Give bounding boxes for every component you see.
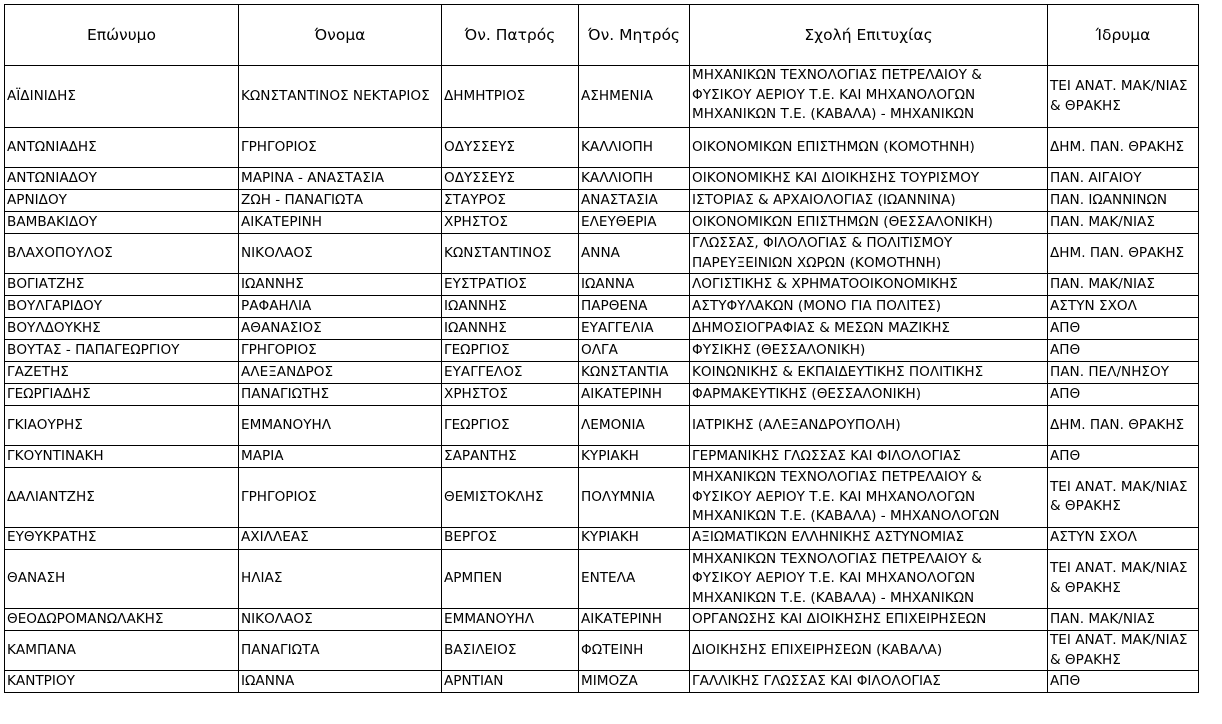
cell-father-name: ΟΔΥΣΣΕΥΣ bbox=[442, 128, 579, 168]
cell-first-name: ΝΙΚΟΛΑΟΣ bbox=[239, 609, 442, 631]
cell-father-name: ΕΜΜΑΝΟΥΗΛ bbox=[442, 609, 579, 631]
cell-school: ΟΡΓΑΝΩΣΗΣ ΚΑΙ ΔΙΟΙΚΗΣΗΣ ΕΠΙΧΕΙΡΗΣΕΩΝ bbox=[690, 609, 1048, 631]
cell-school: ΑΣΤΥΦΥΛΑΚΩΝ (ΜΟΝΟ ΓΙΑ ΠΟΛΙΤΕΣ) bbox=[690, 296, 1048, 318]
cell-mother-name: ΚΥΡΙΑΚΗ bbox=[579, 527, 690, 549]
cell-institution: ΑΠΘ bbox=[1048, 340, 1199, 362]
cell-father-name: ΙΩΑΝΝΗΣ bbox=[442, 296, 579, 318]
cell-surname: ΑΪΔΙΝΙΔΗΣ bbox=[5, 66, 239, 128]
cell-mother-name: ΕΛΕΥΘΕΡΙΑ bbox=[579, 212, 690, 234]
table-row bbox=[5, 609, 1199, 631]
cell-mother-name: ΚΑΛΛΙΟΠΗ bbox=[579, 128, 690, 168]
table-row bbox=[5, 468, 1199, 528]
cell-father-name: ΓΕΩΡΓΙΟΣ bbox=[442, 406, 579, 446]
table-row bbox=[5, 274, 1199, 296]
cell-mother-name: ΚΩΝΣΤΑΝΤΙΑ bbox=[579, 362, 690, 384]
cell-father-name: ΧΡΗΣΤΟΣ bbox=[442, 384, 579, 406]
cell-school: ΜΗΧΑΝΙΚΩΝ ΤΕΧΝΟΛΟΓΙΑΣ ΠΕΤΡΕΛΑΙΟΥ & ΦΥΣΙΚΟΥ ΑΕΡΙΟΥ Τ.Ε. ΚΑΙ ΜΗΧΑΝΟΛΟΓΩΝ ΜΗΧΑΝΙΚΩΝ Τ.Ε. (ΚΑΒΑΛΑ) - ΜΗΧΑΝΟΛΟΓΩΝ bbox=[690, 468, 1048, 528]
cell-mother-name: ΕΝΤΕΛΑ bbox=[579, 549, 690, 609]
cell-surname: ΒΟΥΤΑΣ - ΠΑΠΑΓΕΩΡΓΙΟΥ bbox=[5, 340, 239, 362]
cell-school: ΜΗΧΑΝΙΚΩΝ ΤΕΧΝΟΛΟΓΙΑΣ ΠΕΤΡΕΛΑΙΟΥ & ΦΥΣΙΚΟΥ ΑΕΡΙΟΥ Τ.Ε. ΚΑΙ ΜΗΧΑΝΟΛΟΓΩΝ ΜΗΧΑΝΙΚΩΝ Τ.Ε. (ΚΑΒΑΛΑ) - ΜΗΧΑΝΙΚΩΝ bbox=[690, 549, 1048, 609]
table-row bbox=[5, 340, 1199, 362]
cell-mother-name: ΙΩΑΝΝΑ bbox=[579, 274, 690, 296]
cell-surname: ΒΟΥΛΓΑΡΙΔΟΥ bbox=[5, 296, 239, 318]
cell-father-name: ΔΗΜΗΤΡΙΟΣ bbox=[442, 66, 579, 128]
cell-institution: ΠΑΝ. ΜΑΚ/ΝΙΑΣ bbox=[1048, 609, 1199, 631]
cell-school: ΓΑΛΛΙΚΗΣ ΓΛΩΣΣΑΣ ΚΑΙ ΦΙΛΟΛΟΓΙΑΣ bbox=[690, 671, 1048, 693]
table-row bbox=[5, 318, 1199, 340]
cell-father-name: ΕΥΑΓΓΕΛΟΣ bbox=[442, 362, 579, 384]
cell-institution: ΑΠΘ bbox=[1048, 384, 1199, 406]
cell-school: ΔΙΟΙΚΗΣΗΣ ΕΠΙΧΕΙΡΗΣΕΩΝ (ΚΑΒΑΛΑ) bbox=[690, 631, 1048, 671]
cell-first-name: ΑΛΕΞΑΝΔΡΟΣ bbox=[239, 362, 442, 384]
cell-institution: ΑΠΘ bbox=[1048, 671, 1199, 693]
cell-father-name: ΓΕΩΡΓΙΟΣ bbox=[442, 340, 579, 362]
cell-surname: ΕΥΘΥΚΡΑΤΗΣ bbox=[5, 527, 239, 549]
cell-father-name: ΑΡΜΠΕΝ bbox=[442, 549, 579, 609]
cell-institution: ΠΑΝ. ΠΕΛ/ΝΗΣΟΥ bbox=[1048, 362, 1199, 384]
cell-surname: ΑΝΤΩΝΙΑΔΟΥ bbox=[5, 168, 239, 190]
table-row bbox=[5, 384, 1199, 406]
cell-school: ΑΞΙΩΜΑΤΙΚΩΝ ΕΛΛΗΝΙΚΗΣ ΑΣΤΥΝΟΜΙΑΣ bbox=[690, 527, 1048, 549]
cell-institution: ΑΠΘ bbox=[1048, 318, 1199, 340]
cell-first-name: ΙΩΑΝΝΑ bbox=[239, 671, 442, 693]
cell-mother-name: ΟΛΓΑ bbox=[579, 340, 690, 362]
table-row bbox=[5, 128, 1199, 168]
cell-father-name: ΑΡΝΤΙΑΝ bbox=[442, 671, 579, 693]
header-school: Σχολή Επιτυχίας bbox=[690, 5, 1048, 66]
cell-mother-name: ΚΑΛΛΙΟΠΗ bbox=[579, 168, 690, 190]
cell-father-name: ΕΥΣΤΡΑΤΙΟΣ bbox=[442, 274, 579, 296]
cell-mother-name: ΕΥΑΓΓΕΛΙΑ bbox=[579, 318, 690, 340]
cell-institution: ΠΑΝ. ΜΑΚ/ΝΙΑΣ bbox=[1048, 212, 1199, 234]
cell-first-name: ΓΡΗΓΟΡΙΟΣ bbox=[239, 340, 442, 362]
table-row bbox=[5, 212, 1199, 234]
cell-father-name: ΘΕΜΙΣΤΟΚΛΗΣ bbox=[442, 468, 579, 528]
cell-institution: ΠΑΝ. ΑΙΓΑΙΟΥ bbox=[1048, 168, 1199, 190]
cell-institution: ΔΗΜ. ΠΑΝ. ΘΡΑΚΗΣ bbox=[1048, 406, 1199, 446]
cell-school: ΓΛΩΣΣΑΣ, ΦΙΛΟΛΟΓΙΑΣ & ΠΟΛΙΤΙΣΜΟΥ ΠΑΡΕΥΞΕΙΝΙΩΝ ΧΩΡΩΝ (ΚΟΜΟΤΗΝΗ) bbox=[690, 234, 1048, 274]
cell-mother-name: ΜΙΜΟΖΑ bbox=[579, 671, 690, 693]
cell-school: ΛΟΓΙΣΤΙΚΗΣ & ΧΡΗΜΑΤΟΟΙΚΟΝΟΜΙΚΗΣ bbox=[690, 274, 1048, 296]
cell-father-name: ΙΩΑΝΝΗΣ bbox=[442, 318, 579, 340]
cell-school: ΜΗΧΑΝΙΚΩΝ ΤΕΧΝΟΛΟΓΙΑΣ ΠΕΤΡΕΛΑΙΟΥ & ΦΥΣΙΚΟΥ ΑΕΡΙΟΥ Τ.Ε. ΚΑΙ ΜΗΧΑΝΟΛΟΓΩΝ ΜΗΧΑΝΙΚΩΝ Τ.Ε. (ΚΑΒΑΛΑ) - ΜΗΧΑΝΙΚΩΝ bbox=[690, 66, 1048, 128]
cell-institution: ΠΑΝ. ΙΩΑΝΝΙΝΩΝ bbox=[1048, 190, 1199, 212]
cell-institution: ΤΕΙ ΑΝΑΤ. ΜΑΚ/ΝΙΑΣ & ΘΡΑΚΗΣ bbox=[1048, 631, 1199, 671]
cell-mother-name: ΛΕΜΟΝΙΑ bbox=[579, 406, 690, 446]
cell-school: ΔΗΜΟΣΙΟΓΡΑΦΙΑΣ & ΜΕΣΩΝ ΜΑΖΙΚΗΣ bbox=[690, 318, 1048, 340]
cell-first-name: ΚΩΝΣΤΑΝΤΙΝΟΣ ΝΕΚΤΑΡΙΟΣ bbox=[239, 66, 442, 128]
cell-surname: ΔΑΛΙΑΝΤΖΗΣ bbox=[5, 468, 239, 528]
table-row bbox=[5, 234, 1199, 274]
cell-first-name: ΜΑΡΙΝΑ - ΑΝΑΣΤΑΣΙΑ bbox=[239, 168, 442, 190]
table-row bbox=[5, 406, 1199, 446]
table-row bbox=[5, 190, 1199, 212]
cell-surname: ΚΑΜΠΑΝΑ bbox=[5, 631, 239, 671]
cell-father-name: ΟΔΥΣΣΕΥΣ bbox=[442, 168, 579, 190]
header-institution: Ίδρυμα bbox=[1048, 5, 1199, 66]
cell-surname: ΒΑΜΒΑΚΙΔΟΥ bbox=[5, 212, 239, 234]
cell-institution: ΑΣΤΥΝ ΣΧΟΛ bbox=[1048, 296, 1199, 318]
header-surname: Επώνυμο bbox=[5, 5, 239, 66]
cell-surname: ΒΟΥΛΔΟΥΚΗΣ bbox=[5, 318, 239, 340]
cell-father-name: ΚΩΝΣΤΑΝΤΙΝΟΣ bbox=[442, 234, 579, 274]
cell-first-name: ΜΑΡΙΑ bbox=[239, 446, 442, 468]
table-row bbox=[5, 631, 1199, 671]
cell-institution: ΔΗΜ. ΠΑΝ. ΘΡΑΚΗΣ bbox=[1048, 234, 1199, 274]
cell-institution: ΑΣΤΥΝ ΣΧΟΛ bbox=[1048, 527, 1199, 549]
cell-surname: ΓΑΖΕΤΗΣ bbox=[5, 362, 239, 384]
cell-first-name: ΖΩΗ - ΠΑΝΑΓΙΩΤΑ bbox=[239, 190, 442, 212]
cell-mother-name: ΑΝΑΣΤΑΣΙΑ bbox=[579, 190, 690, 212]
cell-institution: ΤΕΙ ΑΝΑΤ. ΜΑΚ/ΝΙΑΣ & ΘΡΑΚΗΣ bbox=[1048, 549, 1199, 609]
cell-first-name: ΠΑΝΑΓΙΩΤΑ bbox=[239, 631, 442, 671]
cell-first-name: ΙΩΑΝΝΗΣ bbox=[239, 274, 442, 296]
table-row bbox=[5, 168, 1199, 190]
cell-surname: ΒΛΑΧΟΠΟΥΛΟΣ bbox=[5, 234, 239, 274]
cell-institution: ΤΕΙ ΑΝΑΤ. ΜΑΚ/ΝΙΑΣ & ΘΡΑΚΗΣ bbox=[1048, 66, 1199, 128]
cell-first-name: ΑΘΑΝΑΣΙΟΣ bbox=[239, 318, 442, 340]
cell-mother-name: ΑΙΚΑΤΕΡΙΝΗ bbox=[579, 609, 690, 631]
cell-mother-name: ΑΣΗΜΕΝΙΑ bbox=[579, 66, 690, 128]
cell-school: ΦΑΡΜΑΚΕΥΤΙΚΗΣ (ΘΕΣΣΑΛΟΝΙΚΗ) bbox=[690, 384, 1048, 406]
results-table bbox=[4, 4, 1199, 693]
cell-surname: ΘΑΝΑΣΗ bbox=[5, 549, 239, 609]
cell-surname: ΒΟΓΙΑΤΖΗΣ bbox=[5, 274, 239, 296]
cell-institution: ΑΠΘ bbox=[1048, 446, 1199, 468]
table-row bbox=[5, 66, 1199, 128]
cell-surname: ΑΝΤΩΝΙΑΔΗΣ bbox=[5, 128, 239, 168]
cell-school: ΓΕΡΜΑΝΙΚΗΣ ΓΛΩΣΣΑΣ ΚΑΙ ΦΙΛΟΛΟΓΙΑΣ bbox=[690, 446, 1048, 468]
cell-first-name: ΓΡΗΓΟΡΙΟΣ bbox=[239, 468, 442, 528]
cell-school: ΦΥΣΙΚΗΣ (ΘΕΣΣΑΛΟΝΙΚΗ) bbox=[690, 340, 1048, 362]
cell-school: ΙΣΤΟΡΙΑΣ & ΑΡΧΑΙΟΛΟΓΙΑΣ (ΙΩΑΝΝΙΝΑ) bbox=[690, 190, 1048, 212]
header-father-name: Όν. Πατρός bbox=[442, 5, 579, 66]
cell-mother-name: ΑΝΝΑ bbox=[579, 234, 690, 274]
cell-surname: ΓΕΩΡΓΙΑΔΗΣ bbox=[5, 384, 239, 406]
cell-first-name: ΡΑΦΑΗΛΙΑ bbox=[239, 296, 442, 318]
cell-school: ΙΑΤΡΙΚΗΣ (ΑΛΕΞΑΝΔΡΟΥΠΟΛΗ) bbox=[690, 406, 1048, 446]
cell-mother-name: ΚΥΡΙΑΚΗ bbox=[579, 446, 690, 468]
cell-first-name: ΝΙΚΟΛΑΟΣ bbox=[239, 234, 442, 274]
cell-mother-name: ΠΑΡΘΕΝΑ bbox=[579, 296, 690, 318]
cell-mother-name: ΦΩΤΕΙΝΗ bbox=[579, 631, 690, 671]
cell-school: ΚΟΙΝΩΝΙΚΗΣ & ΕΚΠΑΙΔΕΥΤΙΚΗΣ ΠΟΛΙΤΙΚΗΣ bbox=[690, 362, 1048, 384]
header-first-name: Όνομα bbox=[239, 5, 442, 66]
table-row bbox=[5, 296, 1199, 318]
cell-school: ΟΙΚΟΝΟΜΙΚΗΣ ΚΑΙ ΔΙΟΙΚΗΣΗΣ ΤΟΥΡΙΣΜΟΥ bbox=[690, 168, 1048, 190]
cell-school: ΟΙΚΟΝΟΜΙΚΩΝ ΕΠΙΣΤΗΜΩΝ (ΚΟΜΟΤΗΝΗ) bbox=[690, 128, 1048, 168]
cell-surname: ΓΚΙΑΟΥΡΗΣ bbox=[5, 406, 239, 446]
cell-first-name: ΠΑΝΑΓΙΩΤΗΣ bbox=[239, 384, 442, 406]
cell-surname: ΓΚΟΥΝΤΙΝΑΚΗ bbox=[5, 446, 239, 468]
cell-institution: ΔΗΜ. ΠΑΝ. ΘΡΑΚΗΣ bbox=[1048, 128, 1199, 168]
cell-father-name: ΣΤΑΥΡΟΣ bbox=[442, 190, 579, 212]
cell-first-name: ΓΡΗΓΟΡΙΟΣ bbox=[239, 128, 442, 168]
cell-father-name: ΒΑΣΙΛΕΙΟΣ bbox=[442, 631, 579, 671]
cell-first-name: ΑΧΙΛΛΕΑΣ bbox=[239, 527, 442, 549]
table-row bbox=[5, 671, 1199, 693]
cell-school: ΟΙΚΟΝΟΜΙΚΩΝ ΕΠΙΣΤΗΜΩΝ (ΘΕΣΣΑΛΟΝΙΚΗ) bbox=[690, 212, 1048, 234]
cell-surname: ΚΑΝΤΡΙΟΥ bbox=[5, 671, 239, 693]
table-row bbox=[5, 527, 1199, 549]
cell-surname: ΑΡΝΙΔΟΥ bbox=[5, 190, 239, 212]
table-row bbox=[5, 362, 1199, 384]
cell-father-name: ΒΕΡΓΟΣ bbox=[442, 527, 579, 549]
cell-surname: ΘΕΟΔΩΡΟΜΑΝΩΛΑΚΗΣ bbox=[5, 609, 239, 631]
cell-first-name: ΗΛΙΑΣ bbox=[239, 549, 442, 609]
cell-father-name: ΣΑΡΑΝΤΗΣ bbox=[442, 446, 579, 468]
header-row bbox=[5, 5, 1199, 66]
table-row bbox=[5, 446, 1199, 468]
cell-mother-name: ΠΟΛΥΜΝΙΑ bbox=[579, 468, 690, 528]
cell-institution: ΠΑΝ. ΜΑΚ/ΝΙΑΣ bbox=[1048, 274, 1199, 296]
cell-first-name: ΕΜΜΑΝΟΥΗΛ bbox=[239, 406, 442, 446]
header-mother-name: Όν. Μητρός bbox=[579, 5, 690, 66]
cell-institution: ΤΕΙ ΑΝΑΤ. ΜΑΚ/ΝΙΑΣ & ΘΡΑΚΗΣ bbox=[1048, 468, 1199, 528]
table-row bbox=[5, 549, 1199, 609]
cell-mother-name: ΑΙΚΑΤΕΡΙΝΗ bbox=[579, 384, 690, 406]
cell-first-name: ΑΙΚΑΤΕΡΙΝΗ bbox=[239, 212, 442, 234]
cell-father-name: ΧΡΗΣΤΟΣ bbox=[442, 212, 579, 234]
